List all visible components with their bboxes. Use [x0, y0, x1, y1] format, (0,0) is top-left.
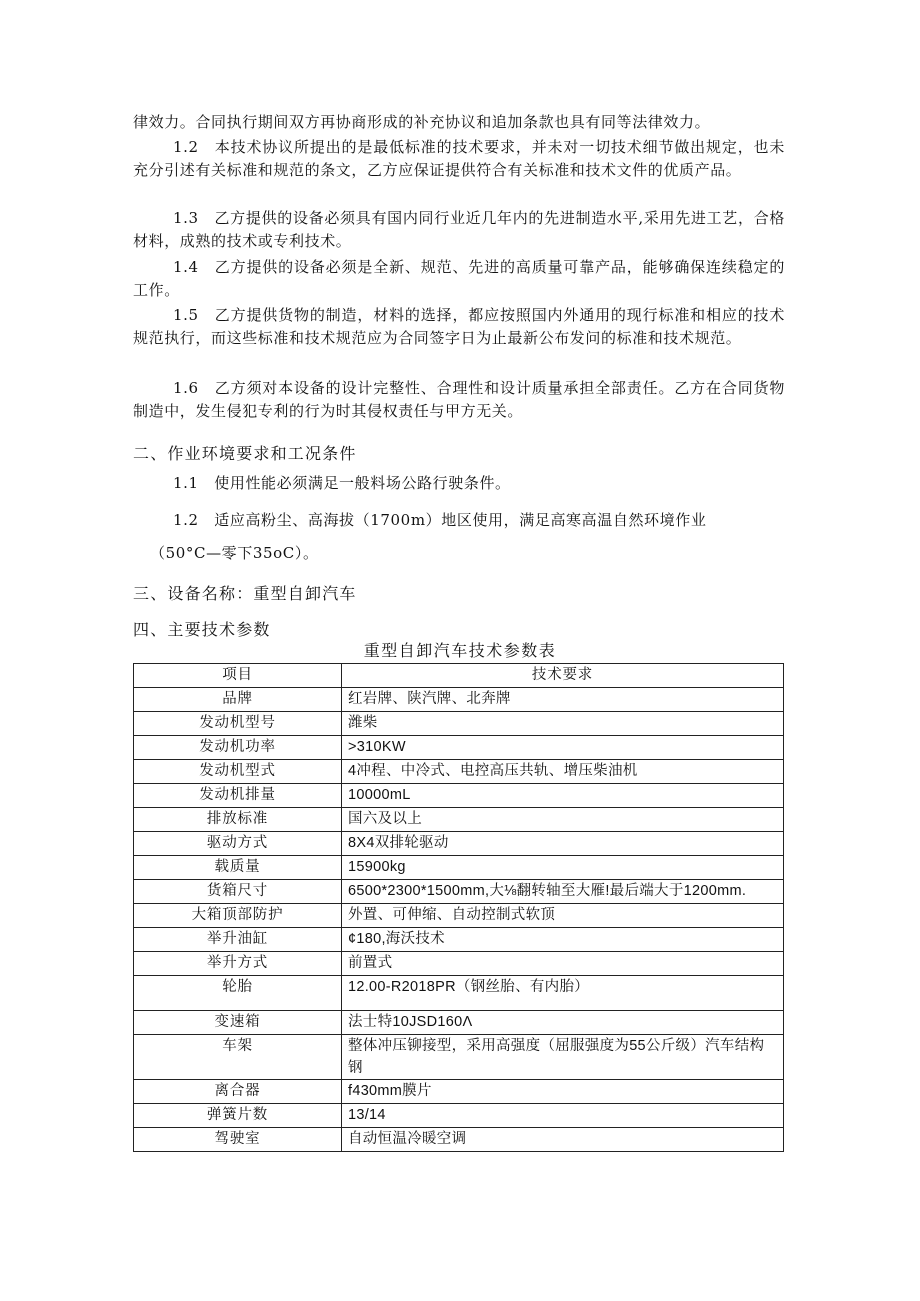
table-row — [134, 928, 784, 952]
section-2-item-2-cont: （50°C—零下35oC）。 — [150, 544, 319, 562]
paragraph-1-6: 1.6 乙方须对本设备的设计完整性、合理性和设计质量承担全部责任。乙方在合同货物制造中，发生侵犯专利的行为时其侵权责任与甲方无关。 — [133, 379, 785, 420]
row-requirement: 自动恒温冷暖空调 — [342, 1128, 784, 1152]
table-row — [134, 832, 784, 856]
row-requirement: 整体冲压铆接型，采用高强度（屈服强度为55公斤级）汽车结构钢 — [342, 1035, 784, 1080]
table-header-row — [134, 664, 784, 688]
table-row — [134, 1011, 784, 1035]
section-3-heading: 三、设备名称：重型自卸汽车 — [133, 584, 357, 603]
table-row — [134, 808, 784, 832]
table-row — [134, 880, 784, 904]
table-row — [134, 976, 784, 1011]
paragraph-1-3: 1.3 乙方提供的设备必须具有国内同行业近几年内的先进制造水平,采用先进工艺，合格材料，成熟的技术或专利技术。 — [133, 209, 785, 250]
row-item: 驾驶室 — [134, 1128, 342, 1152]
table-row — [134, 904, 784, 928]
row-requirement: ¢180,海沃技术 — [342, 928, 784, 952]
row-requirement: 红岩牌、陕汽牌、北奔牌 — [342, 688, 784, 712]
row-requirement: 6500*2300*1500mm,大⅛翻转轴至大雁!最后端大于1200mm. — [342, 880, 784, 904]
table-row — [134, 784, 784, 808]
table-row — [134, 1128, 784, 1152]
row-item: 发动机排量 — [134, 784, 342, 808]
paragraph-1-5: 1.5 乙方提供货物的制造，材料的选择，都应按照国内外通用的现行标准和相应的技术规范执行，而这些标准和技术规范应为合同签字日为止最新公布发问的标准和技术规范。 — [133, 306, 785, 347]
row-item: 大箱顶部防护 — [134, 904, 342, 928]
table-row — [134, 688, 784, 712]
row-requirement: 国六及以上 — [342, 808, 784, 832]
row-item: 排放标准 — [134, 808, 342, 832]
row-item: 货箱尺寸 — [134, 880, 342, 904]
row-requirement: 潍柴 — [342, 712, 784, 736]
row-requirement: 13/14 — [342, 1104, 784, 1128]
row-item: 举升油缸 — [134, 928, 342, 952]
row-item: 变速箱 — [134, 1011, 342, 1035]
table-row — [134, 856, 784, 880]
table-row — [134, 1104, 784, 1128]
paragraph-1-4: 1.4 乙方提供的设备必须是全新、规范、先进的高质量可靠产品，能够确保连续稳定的工作。 — [133, 258, 785, 299]
row-item: 轮胎 — [134, 976, 342, 1011]
row-requirement: 15900kg — [342, 856, 784, 880]
paragraph-continuation: 律效力。合同执行期间双方再协商形成的补充协议和追加条款也具有同等法律效力。 — [133, 113, 711, 131]
row-item: 发动机功率 — [134, 736, 342, 760]
spec-table — [133, 663, 784, 1152]
table-caption: 重型自卸汽车技术参数表 — [363, 641, 557, 660]
row-item: 弹簧片数 — [134, 1104, 342, 1128]
table-row — [134, 760, 784, 784]
row-item: 载质量 — [134, 856, 342, 880]
section-2-item-2: 1.2 适应高粉尘、高海拔（1700m）地区使用，满足高寒高温自然环境作业 — [173, 511, 707, 529]
row-requirement: 8X4双排轮驱动 — [342, 832, 784, 856]
row-item: 车架 — [134, 1035, 342, 1080]
row-item: 发动机型号 — [134, 712, 342, 736]
row-requirement: f430mm膜片 — [342, 1080, 784, 1104]
row-requirement: 外置、可伸缩、自动控制式软顶 — [342, 904, 784, 928]
row-item: 发动机型式 — [134, 760, 342, 784]
header-item: 项目 — [134, 664, 342, 688]
section-4-heading: 四、主要技术参数 — [133, 620, 271, 639]
row-item: 离合器 — [134, 1080, 342, 1104]
table-row — [134, 1080, 784, 1104]
table-row — [134, 736, 784, 760]
section-2-item-1: 1.1 使用性能必须满足一般料场公路行驶条件。 — [173, 474, 511, 492]
row-requirement: 10000mL — [342, 784, 784, 808]
row-requirement: 前置式 — [342, 952, 784, 976]
table-row — [134, 712, 784, 736]
paragraph-1-2: 1.2 本技术协议所提出的是最低标准的技术要求，并未对一切技术细节做出规定，也未充分引述有关标准和规范的条文，乙方应保证提供符合有关标准和技术文件的优质产品。 — [133, 138, 785, 179]
row-requirement: 4冲程、中冷式、电控高压共轨、增压柴油机 — [342, 760, 784, 784]
row-item: 驱动方式 — [134, 832, 342, 856]
row-item: 品牌 — [134, 688, 342, 712]
row-item: 举升方式 — [134, 952, 342, 976]
table-row — [134, 952, 784, 976]
table-row — [134, 1035, 784, 1080]
header-req: 技术要求 — [342, 664, 784, 688]
row-requirement: >310KW — [342, 736, 784, 760]
section-2-heading: 二、作业环境要求和工况条件 — [133, 444, 357, 463]
row-requirement: 12.00-R2018PR（钢丝胎、有内胎） — [342, 976, 784, 1011]
row-requirement: 法士特10JSD160Λ — [342, 1011, 784, 1035]
